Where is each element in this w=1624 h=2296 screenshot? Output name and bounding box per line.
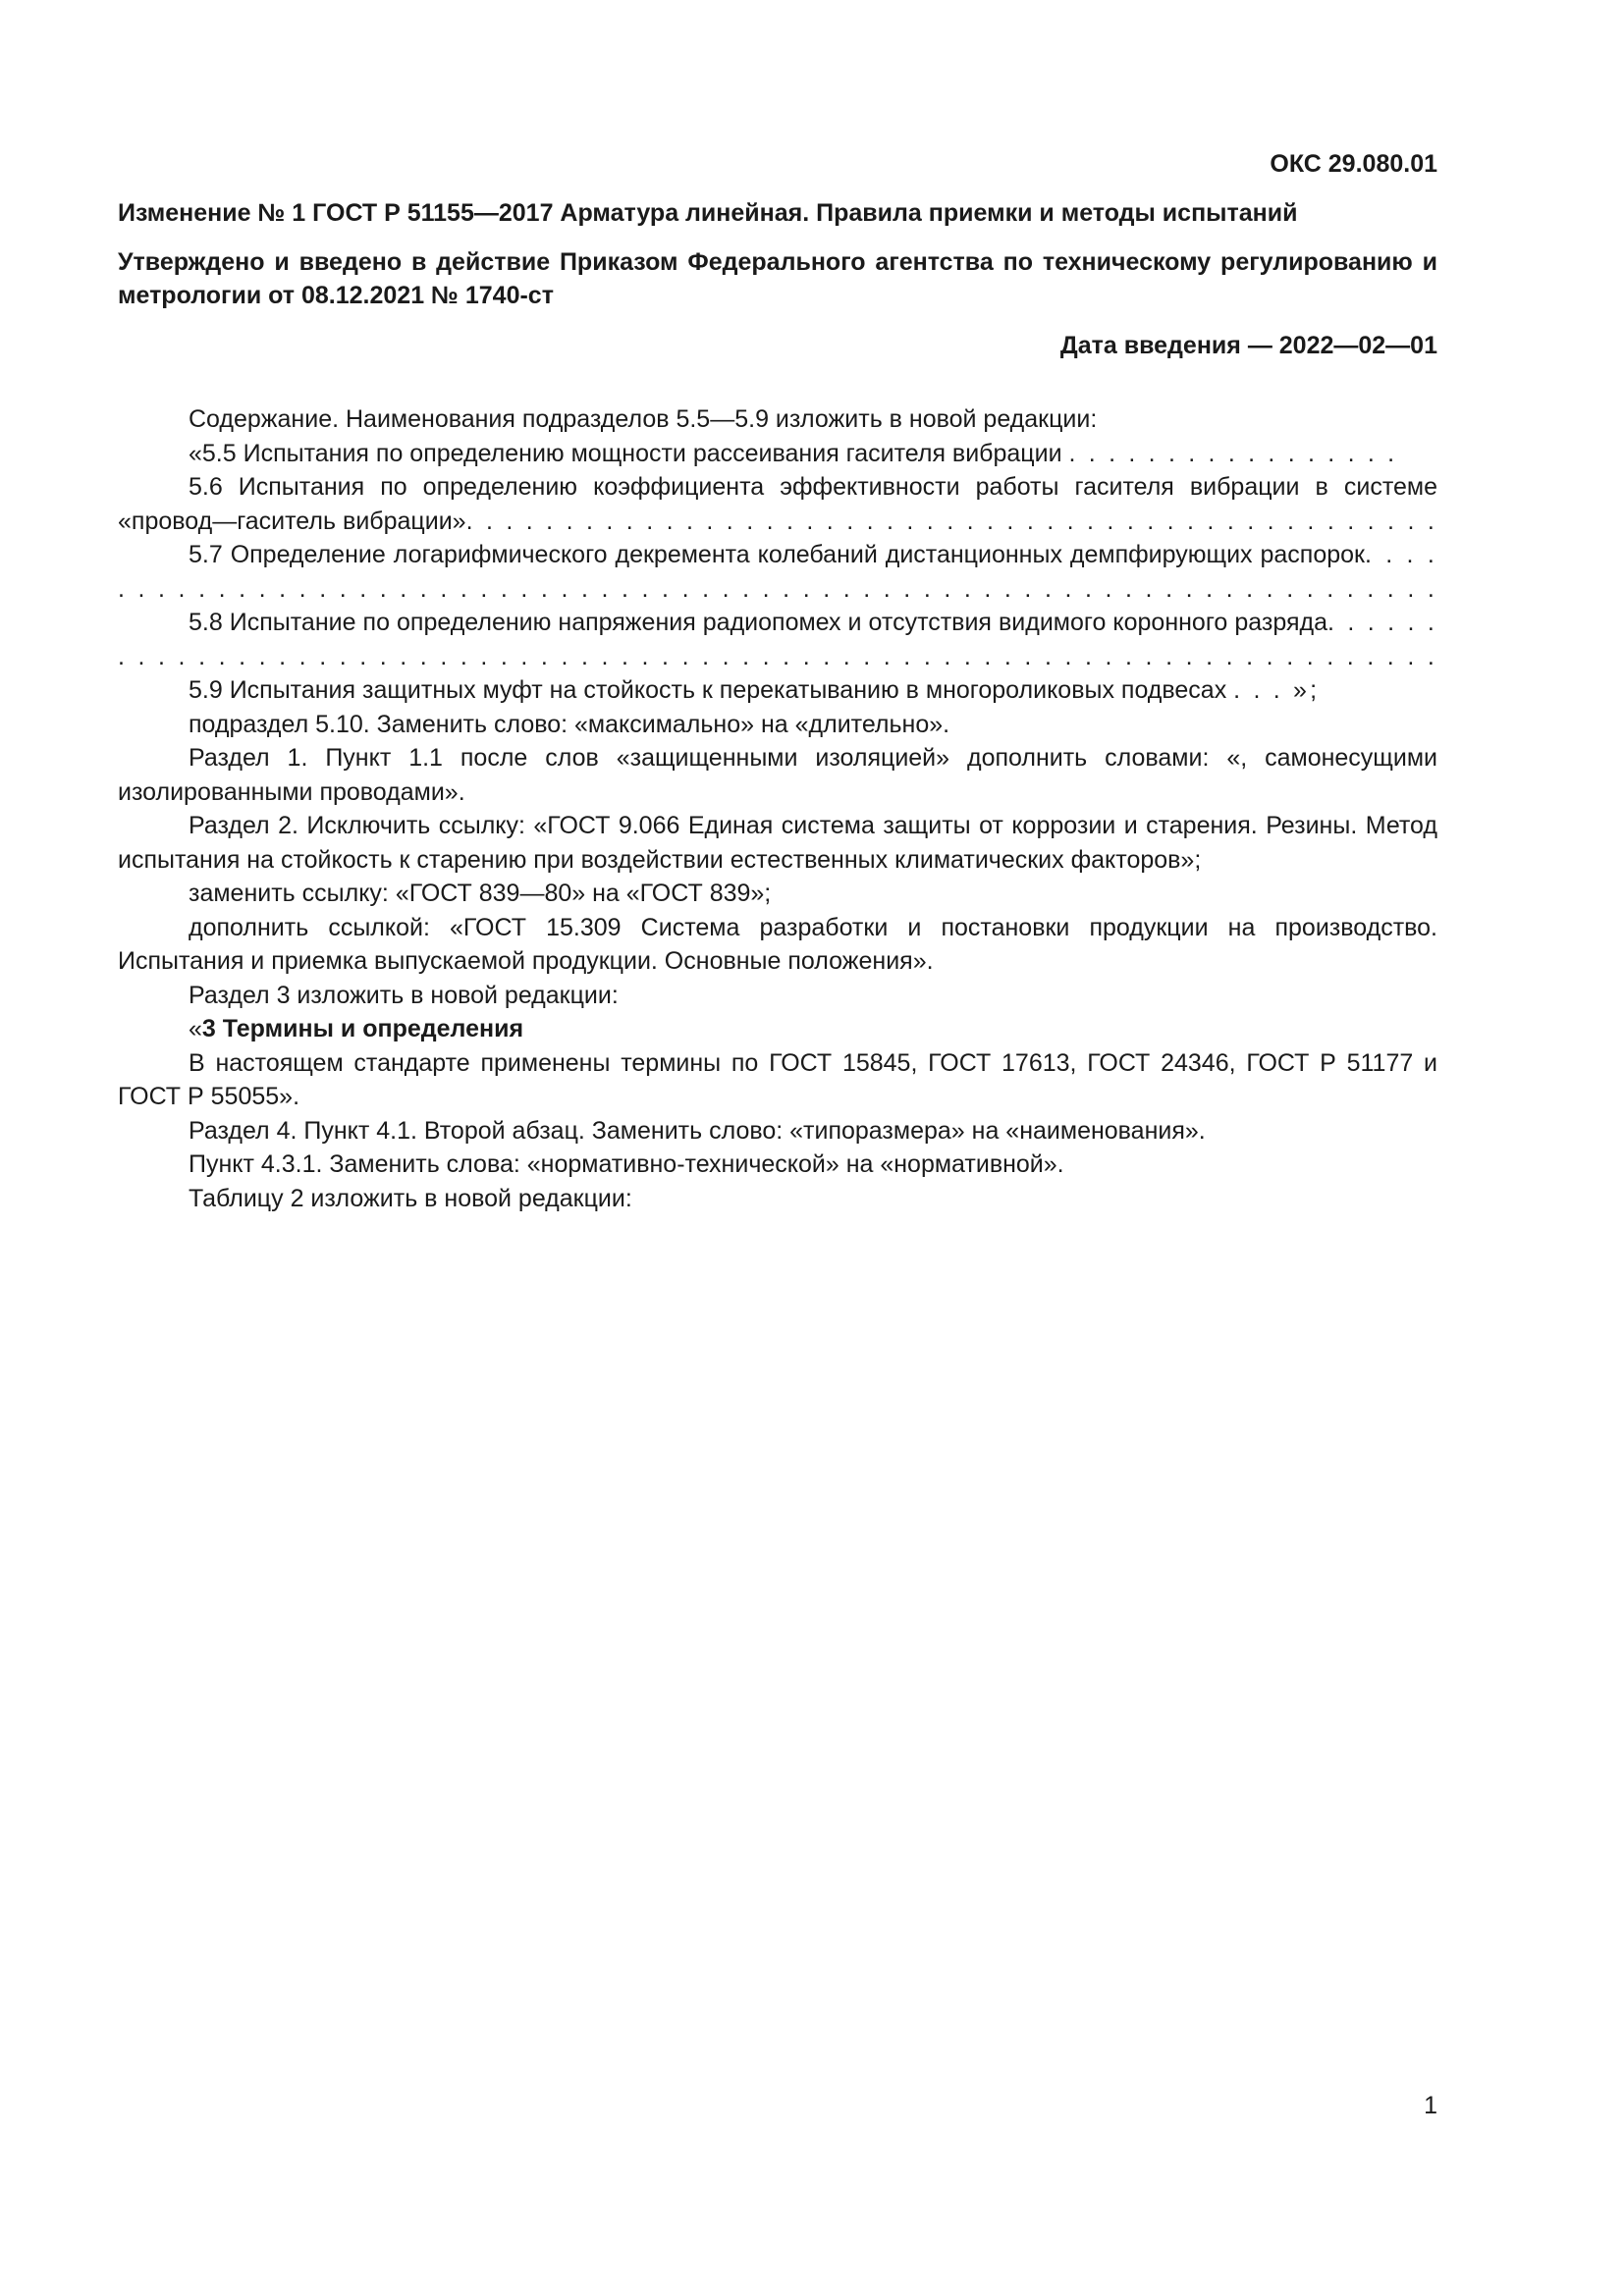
document-title: Изменение № 1 ГОСТ Р 51155—2017 Арматура линейная. Правила приемки и методы испытаний — [118, 199, 1298, 227]
toc-item-5-8 — [118, 606, 1437, 673]
quote-mark: « — [189, 1015, 202, 1042]
section-3-title: 3 Термины и определения — [201, 1015, 524, 1042]
toc-item-text: 5.6 Испытания по определению коэффициента эффективности работы гасителя вибрации в системе «провод—гаситель вибрации» — [118, 473, 1437, 535]
document-body — [118, 402, 1437, 1215]
page-number: 1 — [1424, 2092, 1437, 2119]
toc-item-text: 5.7 Определение логарифмического декремента колебаний дистанционных демпфирующих распорок — [189, 541, 1365, 568]
paragraph-table-2: Таблицу 2 изложить в новой редакции: — [189, 1184, 632, 1212]
paragraph-section-1: Раздел 1. Пункт 1.1 после слов «защищенными изоляцией» дополнить словами: «, самонесущими изолированными проводами». — [118, 744, 1437, 806]
toc-item-5-5 — [118, 437, 1437, 471]
contents-intro: Содержание. Наименования подразделов 5.5—5.9 изложить в новой редакции: — [189, 405, 1098, 433]
section-3-heading — [118, 1012, 1437, 1046]
toc-item-5-9 — [118, 673, 1437, 708]
effective-date: Дата введения — 2022—02—01 — [1059, 332, 1437, 359]
paragraph-terms: В настоящем стандарте применены термины по ГОСТ 15845, ГОСТ 17613, ГОСТ 24346, ГОСТ Р 51177 и ГОСТ Р 55055». — [118, 1048, 1437, 1110]
toc-item-text: 5.8 Испытание по определению напряжения радиопомех и отсутствия видимого коронного разряда — [189, 609, 1327, 636]
oks-code: ОКС 29.080.01 — [1270, 150, 1437, 178]
paragraph-section-4: Раздел 4. Пункт 4.1. Второй абзац. Заменить слово: «типоразмера» на «наименования». — [189, 1116, 1206, 1145]
paragraph-subsection-5-10: подраздел 5.10. Заменить слово: «максимально» на «длительно». — [189, 710, 950, 738]
paragraph-add-reference: дополнить ссылкой: «ГОСТ 15.309 Система разработки и постановки продукции на производство. Испытания и приемка выпускаемой продукции. Основные положения». — [118, 913, 1437, 975]
toc-item-text: 5.9 Испытания защитных муфт на стойкость к перекатыванию в многороликовых подвесах — [189, 676, 1227, 704]
paragraph-replace-reference: заменить ссылку: «ГОСТ 839—80» на «ГОСТ 839»; — [189, 880, 772, 907]
toc-leader: . . . »; — [1233, 676, 1321, 704]
paragraph-section-2: Раздел 2. Исключить ссылку: «ГОСТ 9.066 Единая система защиты от коррозии и старения. Резины. Метод испытания на стойкость к старению при воздействии естественных климатических факторов»; — [118, 812, 1437, 874]
toc-leader: . . . . . . . . . . . . . . . . . . . . . . . . . . . . . . . . . . . . . . . . . . . . . . . . . — [465, 507, 1437, 535]
toc-item-5-7 — [118, 538, 1437, 606]
toc-leader: . . . . . . . . . . . . . . . . . . . . . . . . . . . . . . . . . . . . . . . . . . . . . . . . . . . . . . . . . . . . . . . . . . . . . . . . — [118, 609, 1437, 670]
document-page — [118, 0, 1437, 2296]
toc-item-text: «5.5 Испытания по определению мощности рассеивания гасителя вибрации — [189, 439, 1062, 467]
toc-leader: . . . . . . . . . . . . . . . . . . . . . . . . . . . . . . . . . . . . . . . . . . . . . . . . . . . . . . . . . . . . . . . . . . . . . . — [118, 541, 1437, 603]
paragraph-clause-4-3-1: Пункт 4.3.1. Заменить слова: «нормативно-технической» на «нормативной». — [189, 1150, 1064, 1178]
toc-item-5-6 — [118, 470, 1437, 538]
paragraph-section-3-intro: Раздел 3 изложить в новой редакции: — [189, 981, 619, 1009]
toc-leader: . . . . . . . . . . . . . . . . . — [1068, 439, 1398, 467]
approval-statement: Утверждено и введено в действие Приказом Федерального агентства по техническому регулированию и метрологии от 08.12.2021 № 1740-ст — [118, 248, 1437, 309]
